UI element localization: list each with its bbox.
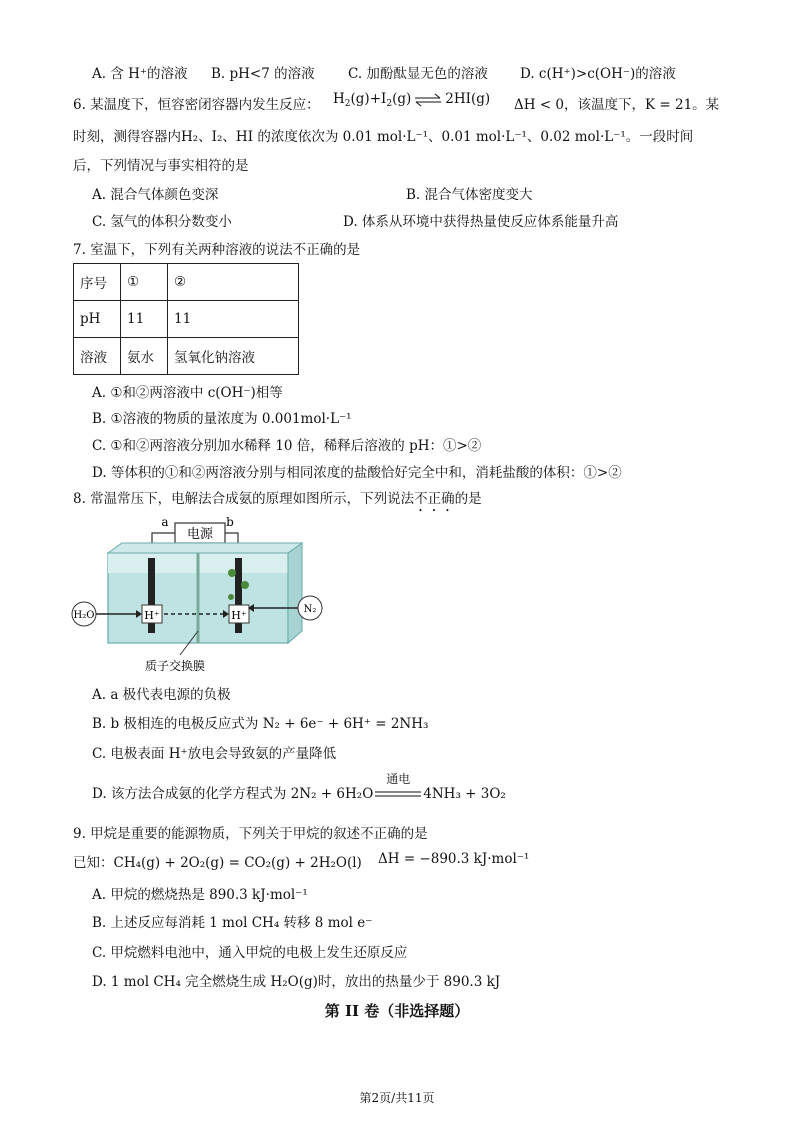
table-row [74, 264, 299, 301]
q9-stem: 9. 甲烷是重要的能源物质，下列关于甲烷的叙述不正确的是 [73, 826, 428, 842]
page-footer: 第2页/共11页 [359, 1091, 435, 1105]
q6-option-c: C. 氢气的体积分数变小 [92, 214, 232, 230]
table-row [74, 338, 299, 375]
right-ion-label: H⁺ [231, 609, 247, 622]
q6-option-d: D. 体系从环境中获得热量使反应体系能量升高 [343, 214, 619, 230]
q7-table [73, 263, 299, 375]
q8-option-a: A. a 极代表电源的负极 [92, 687, 231, 703]
q6-reaction-equation: $H_2(g)+I_2(g)$ 2HI(g) [333, 91, 491, 109]
q7-option-d: D. 等体积的①和②两溶液分别与相同浓度的盐酸恰好完全中和，消耗盐酸的体积：①>② [92, 465, 622, 481]
q8-stem-emphasis: 不正确 [414, 491, 455, 507]
terminal-b-label: b [226, 515, 234, 529]
q7-stem: 7. 室温下，下列有关两种溶液的说法不正确的是 [73, 242, 361, 258]
water-input-label: H₂O [73, 610, 95, 621]
q9-known-equation: 已知：CH₄(g) + 2O₂(g) = CO₂(g) + 2H₂O(l) [73, 855, 362, 871]
table-cell: 溶液 [74, 338, 121, 375]
table-row [74, 301, 299, 338]
equilibrium-arrow-icon [413, 93, 443, 107]
q9-enthalpy: ΔH = −890.3 kJ·mol⁻¹ [378, 851, 530, 867]
q8-stem-text: 8. 常温常压下，电解法合成氨的原理如图所示，下列说法 [73, 491, 415, 507]
membrane-label: 质子交换膜 [144, 659, 206, 673]
q7-option-a: A. ①和②两溶液中 c(OH⁻)相等 [92, 385, 283, 401]
q7-option-b: B. ①溶液的物质的量浓度为 0.001mol·L⁻¹ [92, 411, 352, 427]
q5-option-a: A. 含 H⁺的溶液 [92, 66, 188, 82]
q8-option-c: C. 电极表面 H⁺放电会导致氨的产量降低 [92, 746, 337, 762]
q7-option-c: C. ①和②两溶液分别加水稀释 10 倍，稀释后溶液的 pH：①>② [92, 438, 482, 454]
q8-stem [73, 487, 482, 515]
left-ion-label: H⁺ [144, 609, 160, 622]
q9-option-b: B. 上述反应每消耗 1 mol CH₄ 转移 8 mol e⁻ [92, 915, 373, 931]
q9-option-a: A. 甲烷的燃烧热是 890.3 kJ·mol⁻¹ [92, 887, 308, 903]
q5-option-b: B. pH<7 的溶液 [211, 66, 315, 82]
table-cell: 11 [168, 301, 299, 338]
q9-option-d: D. 1 mol CH₄ 完全燃烧生成 H₂O(g)时，放出的热量少于 890.3 kJ [92, 974, 501, 990]
q9-option-c: C. 甲烷燃料电池中，通入甲烷的电极上发生还原反应 [92, 945, 408, 961]
q8-option-d [92, 772, 506, 802]
terminal-a-label: a [161, 515, 169, 529]
q6-stem-part1: 6. 某温度下，恒容密闭容器内发生反应： [73, 97, 320, 113]
table-cell: 序号 [74, 264, 121, 301]
q6-option-b: B. 混合气体密度变大 [406, 187, 533, 203]
electrolysis-condition [373, 772, 423, 802]
q6-stem-part3: 后，下列情况与事实相符的是 [73, 158, 249, 174]
table-cell: 氢氧化钠溶液 [168, 338, 299, 375]
table-cell: 氨水 [121, 338, 168, 375]
q5-option-d: D. c(H⁺)>c(OH⁻)的溶液 [520, 66, 676, 82]
q6-option-a: A. 混合气体颜色变深 [92, 187, 219, 203]
q8-option-d-lhs: D. 该方法合成氨的化学方程式为 2N₂ + 6H₂O [92, 786, 374, 802]
condition-label: 通电 [386, 772, 411, 786]
q8-stem-end: 的是 [454, 491, 482, 507]
table-cell: ② [168, 264, 299, 301]
q5-option-c: C. 加酚酞显无色的溶液 [348, 66, 488, 82]
q6-stem-part2: 时刻，测得容器内H₂、I₂、HI 的浓度依次为 0.01 mol·L⁻¹、0.01 mol·L⁻¹、0.02 mol·L⁻¹。一段时间 [73, 129, 694, 145]
q6-stem-part1b: ΔH < 0，该温度下，K = 21。某 [514, 97, 720, 113]
q8-option-d-rhs: 4NH₃ + 3O₂ [423, 786, 506, 802]
table-cell: ① [121, 264, 168, 301]
table-cell: pH [74, 301, 121, 338]
nitrogen-input-label: N₂ [303, 604, 317, 615]
power-supply-label: 电源 [186, 527, 214, 542]
double-line-icon [373, 790, 423, 798]
electrolysis-diagram [70, 513, 340, 675]
table-cell: 11 [121, 301, 168, 338]
section-title: 第 II 卷（非选择题） [324, 1002, 470, 1020]
q8-option-b: B. b 极相连的电极反应式为 N₂ + 6e⁻ + 6H⁺ = 2NH₃ [92, 716, 429, 732]
